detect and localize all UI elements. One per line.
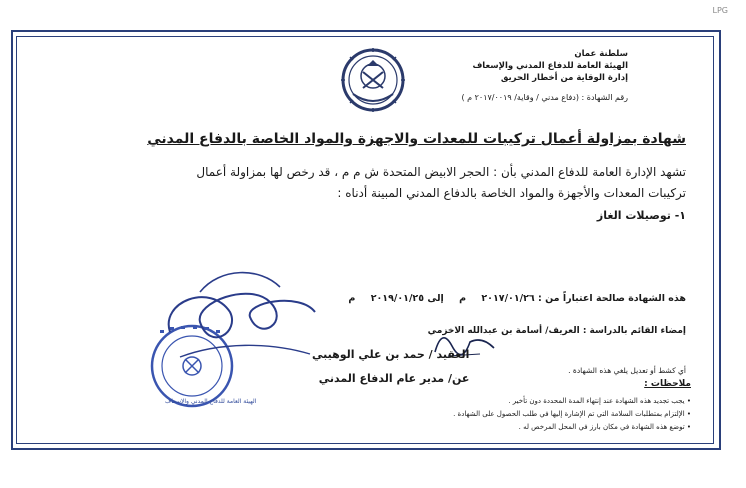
body-line-2: تركيبات المعدات والأجهزة والمواد الخاصة بالدفاع المدني المبينة أدناه : <box>337 186 686 200</box>
validity-to: ٢٠١٩/٠١/٢٥ م <box>348 293 425 304</box>
licensed-item: ١- توصيلات الغاز <box>596 209 686 222</box>
validity-to-label: إلى <box>427 293 444 304</box>
notes-list <box>453 395 691 434</box>
civil-defense-emblem-icon <box>333 44 413 116</box>
official-signature <box>140 262 340 372</box>
study-signer: إمضاء القائم بالدراسة : العريف/ أسامة بن عبدالله الاخزمي <box>427 326 686 336</box>
stamp-label: الهيئة العامة للدفاع المدني والإسعاف <box>165 398 257 405</box>
notes-title: ملاحظات : <box>644 379 691 389</box>
note-item: • توضع هذه الشهادة في مكان بارز في المحل المرخص له . <box>518 423 691 431</box>
header-line-1: سلطنة عمان <box>574 49 628 59</box>
header-line-3: إدارة الوقاية من أخطار الحريق <box>500 73 628 83</box>
certificate-number: رقم الشهادة : (دفاع مدني / وقاية/ ٢٠١٧/٠٠١٩ م ) <box>461 93 628 102</box>
note-item: • يجب تجديد هذه الشهادة عند إنتهاء المدة المحددة دون تأخير . <box>508 397 691 405</box>
official-name: العقيد / حمد بن علي الوهيبي <box>312 348 470 361</box>
official-role: عن/ مدير عام الدفاع المدني <box>318 372 470 385</box>
organization-header <box>472 48 628 84</box>
corner-mark: LPG <box>712 6 728 15</box>
validity-label: هذه الشهادة صالحة اعتباراً من : <box>538 293 686 304</box>
official-block <box>312 343 469 391</box>
validity-line <box>348 293 686 304</box>
body-line-1: تشهد الإدارة العامة للدفاع المدني بأن : الحجر الابيض المتحدة ش م م ، قد رخص لها بمزاولة أعمال <box>196 165 686 179</box>
certificate-title: شهادة بمزاولة أعمال تركيبات للمعدات والاجهزة والمواد الخاصة بالدفاع المدني <box>147 131 686 147</box>
note-item: • الإلتزام بمتطلبات السلامة التي تم الإشارة إليها في طلب الحصول على الشهادة . <box>453 410 691 418</box>
validity-from: ٢٠١٧/٠١/٢٦ م <box>459 293 535 304</box>
invalidation-note: أي كشط أو تعديل يلغي هذه الشهادة . <box>568 366 686 375</box>
header-line-2: الهيئة العامة للدفاع المدني والإسعاف <box>472 61 628 71</box>
